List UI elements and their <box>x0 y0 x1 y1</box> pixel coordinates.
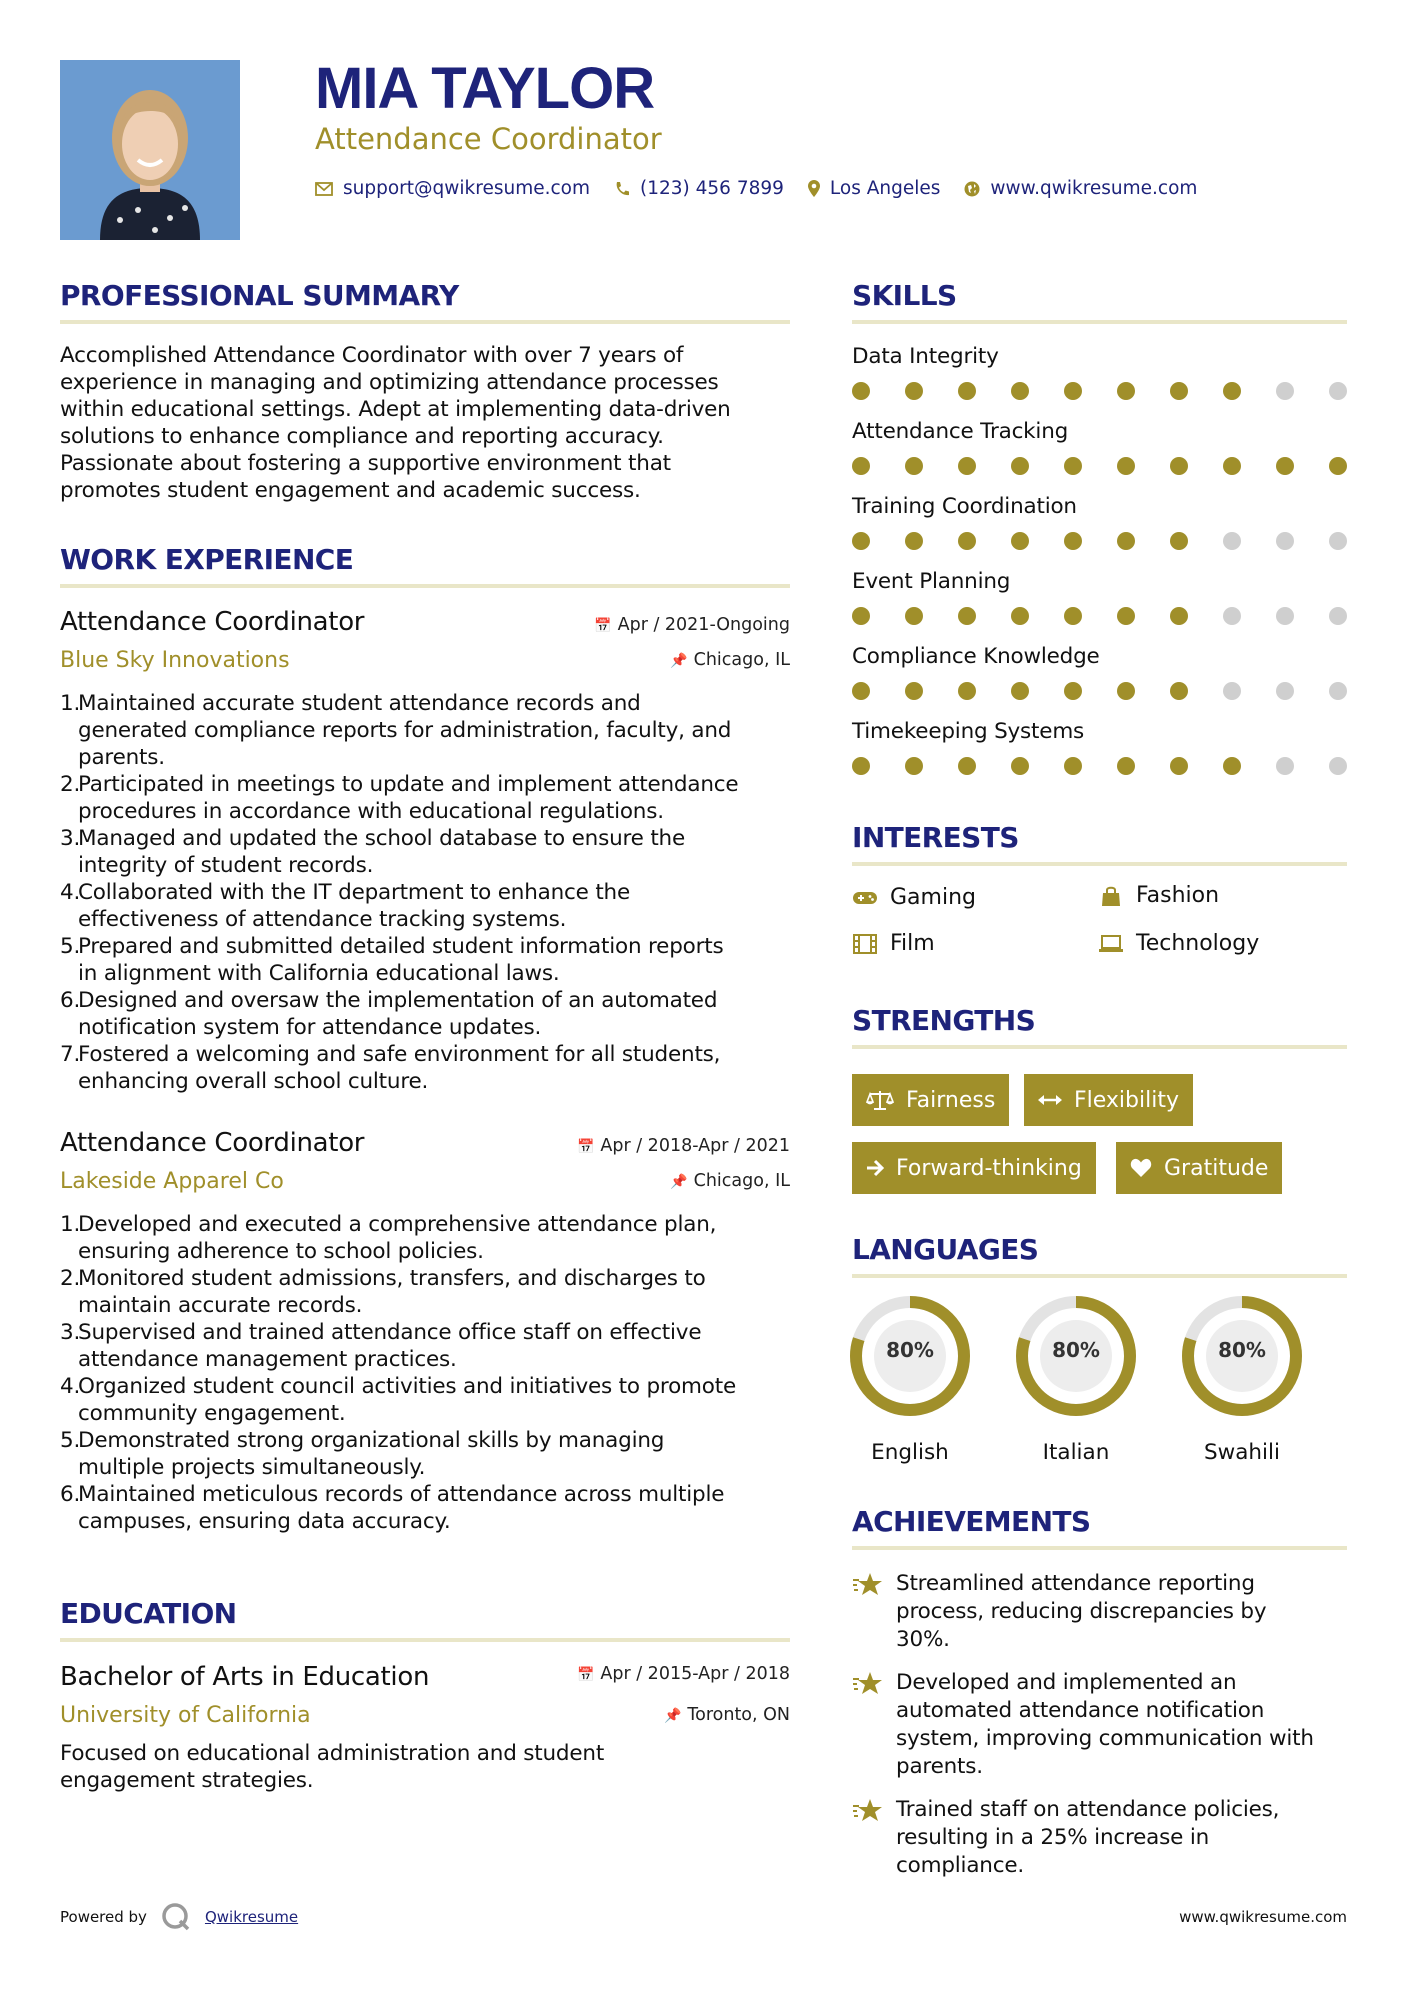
skill-rating <box>852 457 1347 475</box>
job-bullets <box>60 1211 805 1535</box>
globe-icon <box>964 181 980 197</box>
strength-label: Flexibility <box>1074 1087 1179 1113</box>
list-item: Prepared and submitted detailed student information reports in alignment with California educational laws. <box>78 934 724 986</box>
languages-heading: LANGUAGES <box>852 1233 1039 1266</box>
achievement-text: Developed and implemented an automated attendance notification system, improving communication with parents. <box>896 1670 1314 1779</box>
pushpin-icon: 📌 <box>670 653 688 669</box>
education-dates-text: Apr / 2015-Apr / 2018 <box>600 1664 790 1684</box>
job-dates <box>594 617 790 635</box>
job-dates <box>577 1138 790 1156</box>
location-text: Los Angeles <box>829 178 941 199</box>
strength-tag-forward-thinking <box>852 1142 1096 1194</box>
achievements-rule <box>852 1546 1347 1550</box>
envelope-icon <box>315 182 333 196</box>
education-rule <box>60 1638 790 1642</box>
footer-powered-by <box>60 1902 298 1932</box>
list-item: Developed and executed a comprehensive attendance plan, ensuring adherence to school policies. <box>78 1212 717 1264</box>
contact-bar <box>315 178 1197 199</box>
film-icon <box>852 933 878 955</box>
rating-dot-filled <box>958 607 976 625</box>
rating-dot-filled <box>1170 382 1188 400</box>
skill-name: Event Planning <box>852 569 1011 594</box>
rating-dot-filled <box>1064 382 1082 400</box>
pushpin-icon: 📌 <box>663 1708 682 1724</box>
interest-gaming <box>852 887 976 909</box>
skill-name: Training Coordination <box>852 494 1077 519</box>
list-item: Supervised and trained attendance office staff on effective attendance management practices. <box>78 1320 702 1372</box>
degree-title: Bachelor of Arts in Education <box>60 1662 430 1692</box>
rating-dot-empty <box>1276 682 1294 700</box>
calendar-icon: 📅 <box>576 1667 595 1683</box>
rating-dot-filled <box>905 682 923 700</box>
rating-dot-filled <box>1117 607 1135 625</box>
strengths-heading: STRENGTHS <box>852 1004 1036 1037</box>
rating-dot-filled <box>852 757 870 775</box>
calendar-icon: 📅 <box>576 1139 595 1155</box>
contact-website[interactable] <box>964 178 1197 199</box>
rating-dot-filled <box>852 607 870 625</box>
rating-dot-empty <box>1276 607 1294 625</box>
summary-line: within educational settings. Adept at implementing data-driven <box>60 397 731 422</box>
list-item: Collaborated with the IT department to enhance the effectiveness of attendance tracking systems. <box>78 880 631 932</box>
contact-email[interactable] <box>315 178 590 199</box>
rating-dot-filled <box>852 682 870 700</box>
skills-rule <box>852 320 1347 324</box>
skills-heading: SKILLS <box>852 279 957 312</box>
rating-dot-filled <box>1064 532 1082 550</box>
rating-dot-filled <box>905 757 923 775</box>
job-location <box>670 652 790 670</box>
rating-dot-filled <box>1011 532 1029 550</box>
email-text: support@qwikresume.com <box>343 178 590 199</box>
strength-tag-fairness <box>852 1074 1009 1126</box>
interest-fashion <box>1098 885 1219 907</box>
summary-text <box>60 342 800 504</box>
phone-icon <box>614 181 630 197</box>
rating-dot-filled <box>1011 757 1029 775</box>
strength-label: Fairness <box>906 1087 996 1113</box>
language-name: English <box>871 1440 949 1465</box>
rating-dot-filled <box>958 457 976 475</box>
job-dates-text: Apr / 2021-Ongoing <box>617 615 790 635</box>
rating-dot-filled <box>1011 457 1029 475</box>
rating-dot-filled <box>958 757 976 775</box>
job-location-text: Chicago, IL <box>693 1171 790 1191</box>
rating-dot-filled <box>905 607 923 625</box>
rating-dot-empty <box>1223 607 1241 625</box>
rating-dot-filled <box>1117 382 1135 400</box>
language-name: Italian <box>1042 1440 1110 1465</box>
list-item: Demonstrated strong organizational skills by managing multiple projects simultaneously. <box>78 1428 665 1480</box>
rating-dot-filled <box>1011 682 1029 700</box>
interest-technology <box>1098 933 1259 955</box>
interest-label: Gaming <box>890 885 976 910</box>
interest-film <box>852 933 935 955</box>
job-title: Attendance Coordinator <box>60 1128 365 1158</box>
rating-dot-filled <box>1011 607 1029 625</box>
skill-rating <box>852 607 1347 625</box>
qwikresume-logo-icon <box>161 1902 191 1932</box>
school-name: University of California <box>60 1703 311 1728</box>
rating-dot-filled <box>1170 532 1188 550</box>
education-location-text: Toronto, ON <box>687 1705 790 1725</box>
language-gauge <box>1014 1294 1138 1465</box>
rating-dot-filled <box>1064 607 1082 625</box>
education-location <box>664 1707 790 1725</box>
strengths-rule <box>852 1045 1347 1049</box>
rating-dot-empty <box>1276 382 1294 400</box>
languages-rule <box>852 1274 1347 1278</box>
list-item: Participated in meetings to update and implement attendance procedures in accordance with educational regulations. <box>78 772 739 824</box>
achievement-text: Trained staff on attendance policies, resulting in a 25% increase in compliance. <box>896 1797 1280 1878</box>
rating-dot-filled <box>1276 457 1294 475</box>
job-title: Attendance Coordinator <box>60 607 365 637</box>
rating-dot-empty <box>1329 532 1347 550</box>
rating-dot-empty <box>1223 682 1241 700</box>
job-location <box>670 1173 790 1191</box>
interest-label: Film <box>890 931 935 956</box>
summary-line: Accomplished Attendance Coordinator with over 7 years of <box>60 343 684 368</box>
phone-text: (123) 456 7899 <box>640 178 784 199</box>
skill-rating <box>852 757 1347 775</box>
rating-dot-empty <box>1223 532 1241 550</box>
rating-dot-filled <box>1223 457 1241 475</box>
rating-dot-filled <box>958 682 976 700</box>
education-line: engagement strategies. <box>60 1768 314 1793</box>
calendar-icon: 📅 <box>594 618 612 634</box>
job-dates-text: Apr / 2018-Apr / 2021 <box>600 1136 790 1156</box>
education-line: Focused on educational administration and student <box>60 1741 605 1766</box>
rating-dot-filled <box>852 382 870 400</box>
profile-photo <box>60 60 240 240</box>
experience-rule <box>60 584 790 588</box>
skill-name: Attendance Tracking <box>852 419 1069 444</box>
balance-scale-icon <box>866 1089 894 1111</box>
rating-dot-empty <box>1329 607 1347 625</box>
skill-rating <box>852 682 1347 700</box>
pushpin-icon: 📌 <box>670 1174 688 1190</box>
rating-dot-filled <box>958 532 976 550</box>
skill-name: Timekeeping Systems <box>852 719 1085 744</box>
strength-label: Gratitude <box>1164 1155 1269 1181</box>
list-item: Managed and updated the school database to ensure the integrity of student records. <box>78 826 686 878</box>
summary-line: promotes student engagement and academic success. <box>60 478 641 503</box>
rating-dot-filled <box>1170 457 1188 475</box>
language-percent: 80% <box>886 1338 934 1362</box>
rating-dot-filled <box>1223 382 1241 400</box>
rating-dot-filled <box>905 457 923 475</box>
rating-dot-filled <box>1170 682 1188 700</box>
education-description <box>60 1740 800 1794</box>
rating-dot-empty <box>1276 532 1294 550</box>
rating-dot-filled <box>1117 682 1135 700</box>
summary-heading: PROFESSIONAL SUMMARY <box>60 279 459 312</box>
rating-dot-empty <box>1329 682 1347 700</box>
achievements-heading: ACHIEVEMENTS <box>852 1505 1091 1538</box>
rating-dot-filled <box>1064 757 1082 775</box>
map-pin-icon <box>808 180 820 197</box>
star-ribbon-icon <box>852 1572 884 1598</box>
contact-phone[interactable] <box>614 178 784 199</box>
list-item: Monitored student admissions, transfers, and discharges to maintain accurate records. <box>78 1266 706 1318</box>
language-gauge <box>848 1294 972 1465</box>
rating-dot-filled <box>1064 457 1082 475</box>
rating-dot-empty <box>1329 757 1347 775</box>
job-company: Lakeside Apparel Co <box>60 1169 284 1194</box>
star-ribbon-icon <box>852 1671 884 1697</box>
strength-tag-gratitude <box>1116 1142 1282 1194</box>
skill-rating <box>852 382 1347 400</box>
rating-dot-filled <box>1011 382 1029 400</box>
education-dates <box>577 1666 790 1684</box>
language-percent: 80% <box>1052 1338 1100 1362</box>
job-bullets <box>60 690 805 1095</box>
summary-line: experience in managing and optimizing attendance processes <box>60 370 719 395</box>
list-item: Designed and oversaw the implementation of an automated notification system for attendance updates. <box>78 988 718 1040</box>
rating-dot-filled <box>1170 607 1188 625</box>
candidate-title: Attendance Coordinator <box>315 122 662 156</box>
rating-dot-filled <box>905 382 923 400</box>
language-percent: 80% <box>1218 1338 1266 1362</box>
list-item: Maintained accurate student attendance records and generated compliance reports for administration, faculty, and parents. <box>78 691 732 770</box>
strength-tag-flexibility <box>1024 1074 1193 1126</box>
star-ribbon-icon <box>852 1798 884 1824</box>
rating-dot-filled <box>1064 682 1082 700</box>
interests-rule <box>852 862 1347 866</box>
skill-name: Compliance Knowledge <box>852 644 1100 669</box>
rating-dot-filled <box>1117 532 1135 550</box>
rating-dot-filled <box>1223 757 1241 775</box>
rating-dot-filled <box>1117 757 1135 775</box>
rating-dot-filled <box>852 532 870 550</box>
footer-url[interactable]: www.qwikresume.com <box>1179 1908 1347 1926</box>
summary-line: Passionate about fostering a supportive environment that <box>60 451 671 476</box>
rating-dot-filled <box>905 532 923 550</box>
rating-dot-filled <box>1329 457 1347 475</box>
powered-by-text: Powered by <box>60 1908 147 1926</box>
skill-name: Data Integrity <box>852 344 999 369</box>
rating-dot-empty <box>1329 382 1347 400</box>
interest-label: Fashion <box>1136 883 1220 908</box>
contact-location <box>808 178 941 199</box>
website-text: www.qwikresume.com <box>990 178 1198 199</box>
list-item: Maintained meticulous records of attendance across multiple campuses, ensuring data accuracy. <box>78 1482 725 1534</box>
interests-heading: INTERESTS <box>852 821 1019 854</box>
heart-icon <box>1130 1158 1152 1178</box>
rating-dot-filled <box>852 457 870 475</box>
rating-dot-filled <box>1170 757 1188 775</box>
interest-label: Technology <box>1136 931 1260 956</box>
experience-heading: WORK EXPERIENCE <box>60 543 354 576</box>
language-name: Swahili <box>1204 1440 1280 1465</box>
arrow-right-icon <box>866 1159 884 1177</box>
language-gauge <box>1180 1294 1304 1465</box>
job-location-text: Chicago, IL <box>693 650 790 670</box>
job-company: Blue Sky Innovations <box>60 648 290 673</box>
qwikresume-link[interactable]: Qwikresume <box>204 1908 299 1926</box>
rating-dot-filled <box>1117 457 1135 475</box>
arrows-horizontal-icon <box>1038 1093 1062 1107</box>
education-heading: EDUCATION <box>60 1597 237 1630</box>
rating-dot-empty <box>1276 757 1294 775</box>
laptop-icon <box>1098 933 1124 955</box>
gamepad-icon <box>852 887 878 909</box>
list-item: Fostered a welcoming and safe environment for all students, enhancing overall school culture. <box>78 1042 721 1094</box>
rating-dot-filled <box>958 382 976 400</box>
summary-line: solutions to enhance compliance and reporting accuracy. <box>60 424 664 449</box>
achievement-text: Streamlined attendance reporting process, reducing discrepancies by 30%. <box>896 1571 1267 1652</box>
candidate-name: MIA TAYLOR <box>315 56 655 121</box>
skill-rating <box>852 532 1347 550</box>
list-item: Organized student council activities and initiatives to promote community engagement. <box>78 1374 736 1426</box>
strength-label: Forward-thinking <box>896 1155 1082 1181</box>
shopping-bag-icon <box>1098 885 1124 907</box>
summary-rule <box>60 320 790 324</box>
